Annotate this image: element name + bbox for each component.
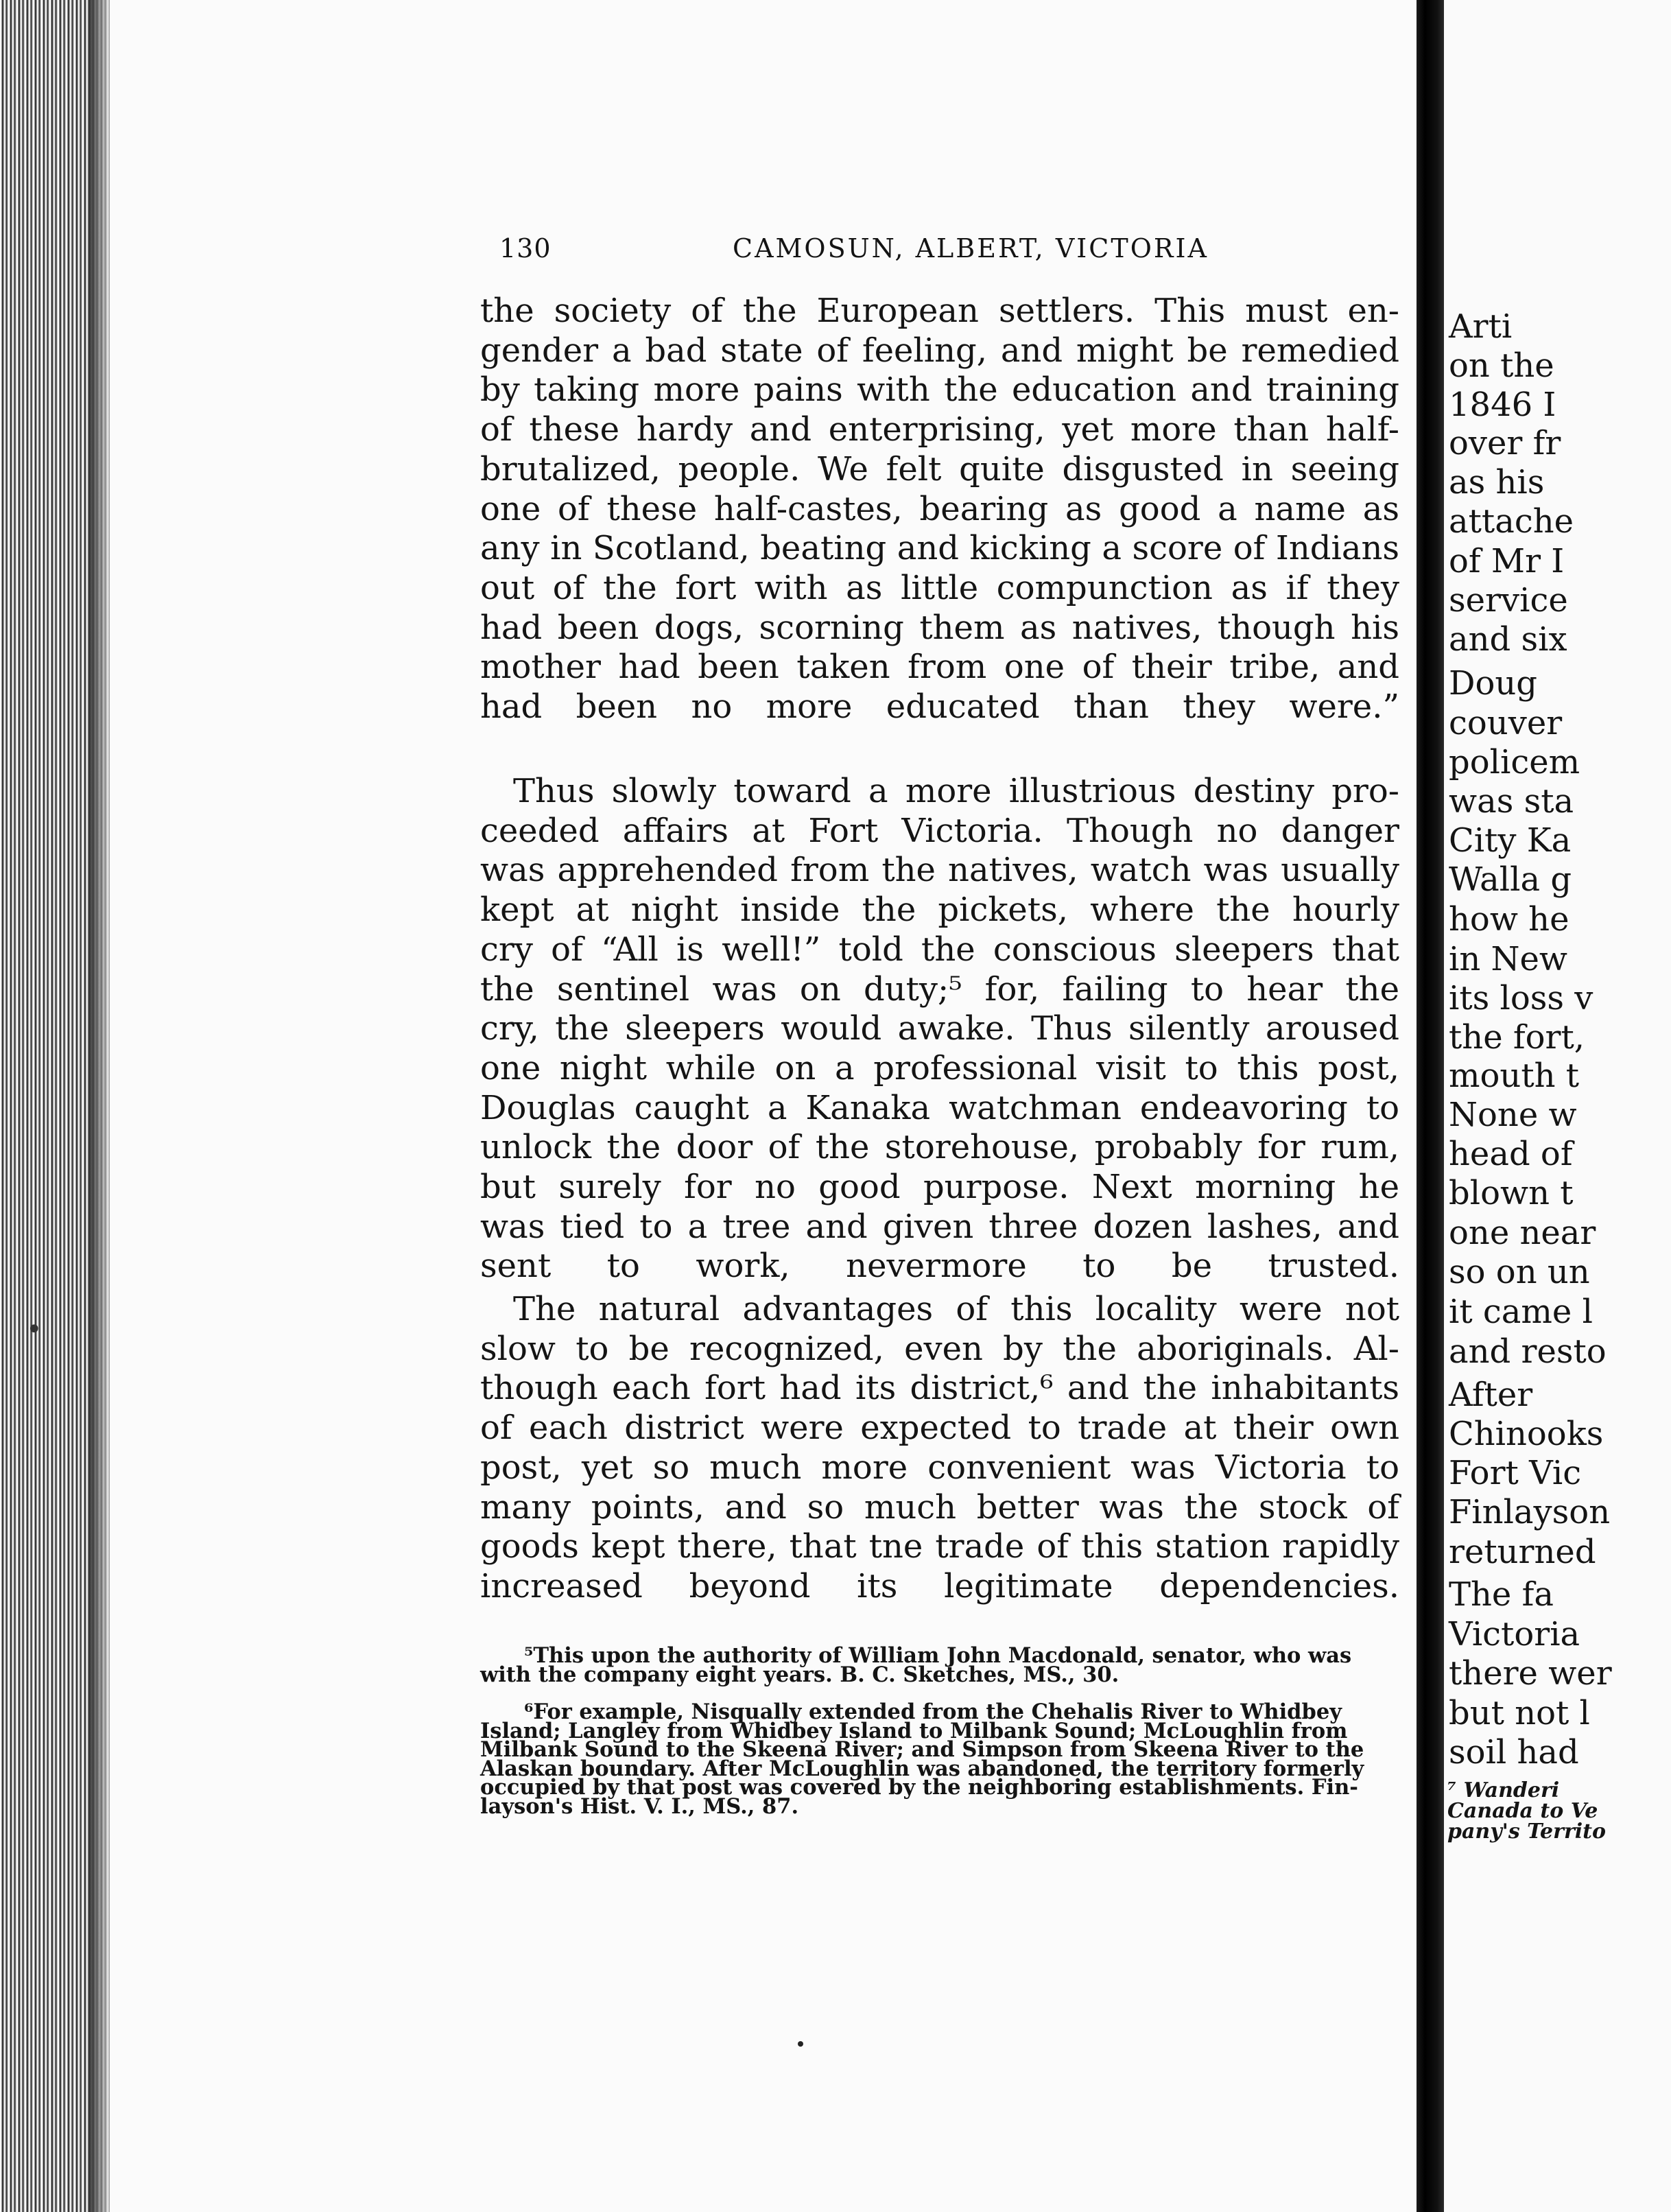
paragraph-line: the sentinel was on duty;⁵ for, failing to hear the xyxy=(480,969,1399,1009)
page-dot xyxy=(798,2041,803,2047)
right-page-line: Fort Vic xyxy=(1449,1454,1582,1492)
paragraph-line: The natural advantages of this locality were not xyxy=(513,1290,1399,1328)
right-page-line: how he xyxy=(1449,900,1569,939)
footnote-line: layson's Hist. V. I., MS., 87. xyxy=(480,1793,799,1819)
paragraph-line: had been no more educated than they were.” xyxy=(480,687,1399,727)
right-page-line: the fort, xyxy=(1449,1018,1585,1057)
right-page-line: so on un xyxy=(1449,1253,1590,1291)
right-page-line: Doug xyxy=(1449,664,1538,703)
footnote-5 xyxy=(480,1643,1372,1687)
margin-mark: • xyxy=(26,1314,43,1345)
right-page-line: The fa xyxy=(1449,1575,1554,1614)
paragraph-3 xyxy=(480,1290,1399,1607)
paragraph-line: out of the fort with as little compunction as if they xyxy=(480,568,1399,607)
paragraph-line: many points, and so much better was the stock of xyxy=(480,1487,1399,1527)
paragraph-line: had been dogs, scorning them as natives, though his xyxy=(480,608,1399,647)
paragraph-line: one night while on a professional visit to this post, xyxy=(480,1048,1399,1087)
right-page-line: mouth t xyxy=(1449,1057,1580,1095)
paragraph-line: was tied to a tree and given three dozen lashes, and xyxy=(480,1207,1399,1246)
right-page-footnote-line: ⁷ Wanderi xyxy=(1447,1778,1560,1802)
right-page-line: 1846 I xyxy=(1449,386,1556,424)
footnote-line: ⁶For example, Nisqually extended from the Chehalis River to Whidbey xyxy=(524,1699,1342,1724)
paragraph-1 xyxy=(480,292,1399,727)
paragraph-line: gender a bad state of feeling, and might be remedied xyxy=(480,331,1399,370)
paragraph-line: one of these half-castes, bearing as good a name as xyxy=(480,489,1399,528)
right-page-line: Walla g xyxy=(1449,860,1572,899)
paragraph-line: ceeded affairs at Fort Victoria. Though no danger xyxy=(480,811,1399,850)
paragraph-line: cry of “All is well!” told the conscious sleepers that xyxy=(480,930,1399,969)
paragraph-line: Douglas caught a Kanaka watchman endeavoring to xyxy=(480,1088,1399,1127)
right-page-line: City Ka xyxy=(1449,821,1572,860)
book-gutter xyxy=(1417,0,1444,2212)
paragraph-line: kept at night inside the pickets, where the hourly xyxy=(480,891,1399,930)
right-page-line: Arti xyxy=(1449,307,1513,346)
paragraph-line: any in Scotland, beating and kicking a score of Indians xyxy=(480,529,1399,568)
paragraph-line: by taking more pains with the education and training xyxy=(480,370,1399,410)
running-head: CAMOSUN, ALBERT, VICTORIA xyxy=(733,233,1209,263)
paragraph-line: mother had been taken from one of their tribe, and xyxy=(480,648,1399,687)
paragraph-line: goods kept there, that tne trade of this station rapidly xyxy=(480,1527,1399,1566)
right-page-line: attache xyxy=(1449,502,1574,541)
right-page-footnote-line: pany's Territo xyxy=(1447,1820,1607,1844)
paragraph-2 xyxy=(480,772,1399,1286)
right-page-footnote-line: Canada to Ve xyxy=(1447,1799,1598,1823)
paragraph-line: slow to be recognized, even by the aboriginals. Al- xyxy=(480,1329,1399,1368)
right-page-line: and six xyxy=(1449,620,1567,659)
paragraph-line: increased beyond its legitimate dependencies. xyxy=(480,1566,1399,1605)
right-page-line: service xyxy=(1449,581,1568,620)
right-page-line: one near xyxy=(1449,1214,1596,1252)
paragraph-line: cry, the sleepers would awake. Thus silently aroused xyxy=(480,1009,1399,1048)
right-page-line: as his xyxy=(1449,463,1545,502)
right-page-line: head of xyxy=(1449,1135,1573,1173)
right-page-line: it came l xyxy=(1449,1293,1593,1331)
right-page-line: there wer xyxy=(1449,1654,1612,1693)
right-page-line: couver xyxy=(1449,704,1563,742)
paragraph-line: brutalized, people. We felt quite disgusted in seeing xyxy=(480,449,1399,489)
paragraph-line: Thus slowly toward a more illustrious destiny pro- xyxy=(513,772,1399,810)
footnote-line: Island; Langley from Whidbey Island to Milbank Sound; McLoughlin from xyxy=(480,1718,1348,1743)
right-page-line: of Mr I xyxy=(1449,542,1565,580)
right-page-line: was sta xyxy=(1449,782,1574,821)
paragraph-line: the society of the European settlers. This must en- xyxy=(480,292,1399,330)
footnote-line: Alaskan boundary. After McLoughlin was abandoned, the territory formerly xyxy=(480,1756,1364,1781)
right-page-line: policem xyxy=(1449,743,1580,781)
right-page-line: its loss v xyxy=(1449,979,1593,1017)
page-number: 130 xyxy=(499,233,552,263)
paragraph-line: but surely for no good purpose. Next morning he xyxy=(480,1168,1399,1207)
page-header xyxy=(499,233,1391,274)
paragraph-line: post, yet so much more convenient was Victoria to xyxy=(480,1448,1399,1487)
right-page-line: soil had xyxy=(1449,1733,1579,1772)
paragraph-line: was apprehended from the natives, watch was usually xyxy=(480,851,1399,890)
right-page-line: None w xyxy=(1449,1096,1577,1134)
right-page-line: returned xyxy=(1449,1533,1596,1571)
right-page-line: over fr xyxy=(1449,424,1561,462)
right-page-line: After xyxy=(1449,1376,1533,1414)
footnote-line: occupied by that post was covered by the neighboring establishments. Fin- xyxy=(480,1775,1358,1800)
right-page-line: but not l xyxy=(1449,1694,1590,1732)
right-page-line: Victoria xyxy=(1449,1615,1580,1654)
footnote-line: ⁵This upon the authority of William John Macdonald, senator, who was xyxy=(524,1643,1352,1668)
paragraph-line: sent to work, nevermore to be trusted. xyxy=(480,1247,1399,1286)
paragraph-line: of each district were expected to trade at their own xyxy=(480,1409,1399,1448)
footnote-6 xyxy=(480,1699,1372,1819)
footnote-line: with the company eight years. B. C. Sketches, MS., 30. xyxy=(480,1662,1119,1687)
right-page-line: in New xyxy=(1449,940,1568,978)
paragraph-line: unlock the door of the storehouse, probably for rum, xyxy=(480,1128,1399,1167)
paragraph-line: though each fort had its district,⁶ and the inhabitants xyxy=(480,1369,1399,1408)
right-page-line: blown t xyxy=(1449,1174,1574,1212)
footnote-line: Milbank Sound to the Skeena River; and Simpson from Skeena River to the xyxy=(480,1737,1364,1762)
right-page-line: Finlayson xyxy=(1449,1493,1611,1531)
right-page-line: Chinooks xyxy=(1449,1415,1604,1453)
book-page-edge xyxy=(0,0,110,2212)
right-page-line: and resto xyxy=(1449,1332,1607,1371)
right-page-line: on the xyxy=(1449,346,1554,385)
paragraph-line: of these hardy and enterprising, yet more than half- xyxy=(480,410,1399,449)
